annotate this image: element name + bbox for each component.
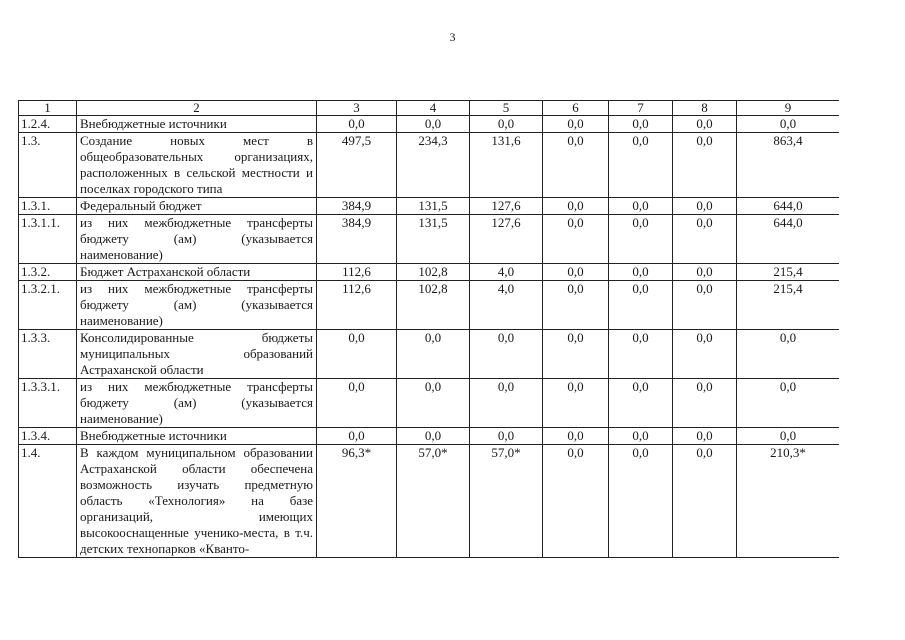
- value-col-4: 0,0: [397, 379, 470, 428]
- value-col-3: 0,0: [317, 116, 397, 133]
- value-col-5: 4,0: [470, 264, 543, 281]
- row-code: 1.4.: [19, 445, 77, 558]
- table-row: [19, 281, 840, 330]
- table-header-row: [19, 101, 840, 116]
- value-col-8: 0,0: [673, 330, 737, 379]
- value-col-9-total: 0,0: [737, 330, 840, 379]
- value-col-8: 0,0: [673, 116, 737, 133]
- table-row: [19, 198, 840, 215]
- row-description: Консолидированные бюджеты муниципальных образований Астраханской области: [77, 330, 317, 379]
- value-col-8: 0,0: [673, 264, 737, 281]
- row-description: Создание новых мест в общеобразовательных организациях, расположенных в сельской местности и поселках городского типа: [77, 133, 317, 198]
- row-code: 1.3.4.: [19, 428, 77, 445]
- table-row: [19, 215, 840, 264]
- column-header: 9: [737, 101, 840, 116]
- row-code: 1.2.4.: [19, 116, 77, 133]
- value-col-7: 0,0: [609, 445, 673, 558]
- value-col-3: 497,5: [317, 133, 397, 198]
- value-col-6: 0,0: [543, 198, 609, 215]
- value-col-9-total: 644,0: [737, 198, 840, 215]
- value-col-8: 0,0: [673, 445, 737, 558]
- value-col-8: 0,0: [673, 428, 737, 445]
- value-col-7: 0,0: [609, 330, 673, 379]
- row-code: 1.3.: [19, 133, 77, 198]
- value-col-3: 0,0: [317, 379, 397, 428]
- table-row: [19, 133, 840, 198]
- row-description: Бюджет Астраханской области: [77, 264, 317, 281]
- value-col-6: 0,0: [543, 379, 609, 428]
- value-col-6: 0,0: [543, 428, 609, 445]
- value-col-9-total: 215,4: [737, 281, 840, 330]
- row-description: из них межбюджетные трансферты бюджету (ам) (указывается наименование): [77, 379, 317, 428]
- value-col-9-total: 0,0: [737, 379, 840, 428]
- page-number: 3: [449, 30, 456, 44]
- column-header: 1: [19, 101, 77, 116]
- value-col-6: 0,0: [543, 133, 609, 198]
- value-col-3: 384,9: [317, 215, 397, 264]
- table-row: [19, 330, 840, 379]
- table-row: [19, 264, 840, 281]
- column-header: 7: [609, 101, 673, 116]
- value-col-5: 131,6: [470, 133, 543, 198]
- value-col-9-total: 863,4: [737, 133, 840, 198]
- value-col-6: 0,0: [543, 264, 609, 281]
- value-col-3: 384,9: [317, 198, 397, 215]
- row-description: Внебюджетные источники: [77, 116, 317, 133]
- column-header: 3: [317, 101, 397, 116]
- value-col-6: 0,0: [543, 281, 609, 330]
- column-header: 8: [673, 101, 737, 116]
- value-col-3: 0,0: [317, 330, 397, 379]
- value-col-7: 0,0: [609, 281, 673, 330]
- value-col-4: 131,5: [397, 215, 470, 264]
- value-col-7: 0,0: [609, 379, 673, 428]
- row-code: 1.3.3.1.: [19, 379, 77, 428]
- table-row: [19, 445, 840, 558]
- value-col-9-total: 215,4: [737, 264, 840, 281]
- budget-table-container: [18, 100, 839, 590]
- value-col-5: 0,0: [470, 330, 543, 379]
- value-col-8: 0,0: [673, 133, 737, 198]
- value-col-3: 112,6: [317, 281, 397, 330]
- value-col-5: 0,0: [470, 379, 543, 428]
- value-col-6: 0,0: [543, 116, 609, 133]
- value-col-6: 0,0: [543, 445, 609, 558]
- value-col-4: 234,3: [397, 133, 470, 198]
- row-description: из них межбюджетные трансферты бюджету (ам) (указывается наименование): [77, 281, 317, 330]
- row-description: Федеральный бюджет: [77, 198, 317, 215]
- column-header: 6: [543, 101, 609, 116]
- value-col-4: 0,0: [397, 428, 470, 445]
- table-row: [19, 379, 840, 428]
- value-col-6: 0,0: [543, 330, 609, 379]
- value-col-9-total: 0,0: [737, 116, 840, 133]
- value-col-3: 112,6: [317, 264, 397, 281]
- row-code: 1.3.3.: [19, 330, 77, 379]
- value-col-7: 0,0: [609, 428, 673, 445]
- value-col-5: 57,0*: [470, 445, 543, 558]
- row-description: из них межбюджетные трансферты бюджету (ам) (указывается наименование): [77, 215, 317, 264]
- column-header: 4: [397, 101, 470, 116]
- value-col-7: 0,0: [609, 264, 673, 281]
- value-col-7: 0,0: [609, 133, 673, 198]
- row-description: В каждом муниципальном образовании Астраханской области обеспечена возможность изучать предметную область «Технология» на базе организаций, имеющих высокооснащенные ученико-места, в т.ч. детских технопарков «Кванто-: [77, 445, 317, 558]
- value-col-5: 0,0: [470, 428, 543, 445]
- row-code: 1.3.2.: [19, 264, 77, 281]
- column-header: 5: [470, 101, 543, 116]
- value-col-6: 0,0: [543, 215, 609, 264]
- value-col-4: 102,8: [397, 264, 470, 281]
- table-row: [19, 428, 840, 445]
- value-col-4: 102,8: [397, 281, 470, 330]
- value-col-4: 57,0*: [397, 445, 470, 558]
- value-col-9-total: 0,0: [737, 428, 840, 445]
- row-description: Внебюджетные источники: [77, 428, 317, 445]
- value-col-5: 4,0: [470, 281, 543, 330]
- value-col-4: 0,0: [397, 116, 470, 133]
- budget-table: [18, 100, 839, 558]
- row-code: 1.3.1.: [19, 198, 77, 215]
- value-col-5: 0,0: [470, 116, 543, 133]
- value-col-9-total: 644,0: [737, 215, 840, 264]
- value-col-7: 0,0: [609, 198, 673, 215]
- value-col-3: 0,0: [317, 428, 397, 445]
- column-header: 2: [77, 101, 317, 116]
- value-col-8: 0,0: [673, 198, 737, 215]
- value-col-4: 0,0: [397, 330, 470, 379]
- row-code: 1.3.2.1.: [19, 281, 77, 330]
- table-row: [19, 116, 840, 133]
- value-col-5: 127,6: [470, 215, 543, 264]
- value-col-3: 96,3*: [317, 445, 397, 558]
- value-col-8: 0,0: [673, 379, 737, 428]
- value-col-7: 0,0: [609, 215, 673, 264]
- value-col-8: 0,0: [673, 281, 737, 330]
- value-col-4: 131,5: [397, 198, 470, 215]
- value-col-5: 127,6: [470, 198, 543, 215]
- value-col-7: 0,0: [609, 116, 673, 133]
- row-code: 1.3.1.1.: [19, 215, 77, 264]
- value-col-8: 0,0: [673, 215, 737, 264]
- value-col-9-total: 210,3*: [737, 445, 840, 558]
